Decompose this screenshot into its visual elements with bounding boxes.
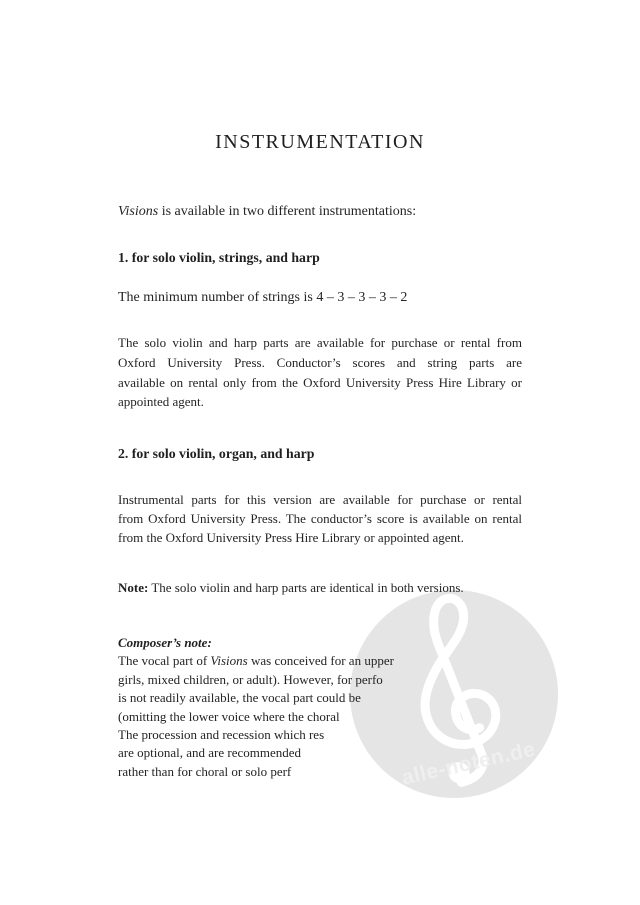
note-label: Note: (118, 580, 149, 595)
text-line: from the Oxford University Press Hire Library or appointed agent. (118, 530, 464, 546)
composers-note-heading: Composer’s note: (118, 635, 212, 650)
composers-note-first-line (118, 652, 522, 670)
composers-note-first-line-after: was conceived for an upper (247, 653, 394, 669)
text-line: is not readily available, the vocal part could be (118, 690, 361, 706)
section-1-heading: 1. for solo violin, strings, and harp (118, 250, 320, 265)
work-title-italic: Visions (118, 204, 159, 219)
intro-line (118, 204, 522, 220)
composers-note (118, 634, 522, 781)
text-line: Oxford University Press. Conductor’s scores and string parts are (118, 354, 522, 370)
composers-note-first-line-before: The vocal part of (118, 653, 211, 669)
page-title: INSTRUMENTATION (215, 131, 425, 153)
note-line (118, 580, 522, 596)
text-line: The solo violin and harp parts are available for purchase or rental from (118, 335, 522, 350)
text-line: (omitting the lower voice where the choral (118, 708, 340, 724)
text-line: rather than for choral or solo perf (118, 763, 292, 779)
work-title-italic: Visions (210, 653, 248, 669)
watermark-site-text: alle-noten.de (399, 737, 538, 790)
composers-note-truncated-lines (118, 671, 522, 781)
text-line: are optional, and are recommended (118, 745, 301, 761)
text-line: girls, mixed children, or adult). However, for perfo (118, 671, 383, 687)
text-line: from Oxford University Press. The conductor’s score is available on rental (118, 511, 523, 527)
intro-text: is available in two different instrumentations: (158, 204, 417, 219)
note-text: The solo violin and harp parts are identical in both versions. (148, 580, 464, 595)
minimum-strings-line: The minimum number of strings is 4 – 3 – 3 – 3 – 2 (118, 290, 408, 305)
text-line: The procession and recession which res (118, 727, 325, 743)
section-2-heading: 2. for solo violin, organ, and harp (118, 446, 315, 461)
text-line: appointed agent. (118, 394, 204, 410)
section-2-paragraph (118, 490, 522, 548)
text-line: Instrumental parts for this version are available for purchase or rental (118, 492, 523, 507)
text-line: available on rental only from the Oxford University Press Hire Library or (118, 374, 522, 390)
section-1-paragraph (118, 333, 522, 412)
